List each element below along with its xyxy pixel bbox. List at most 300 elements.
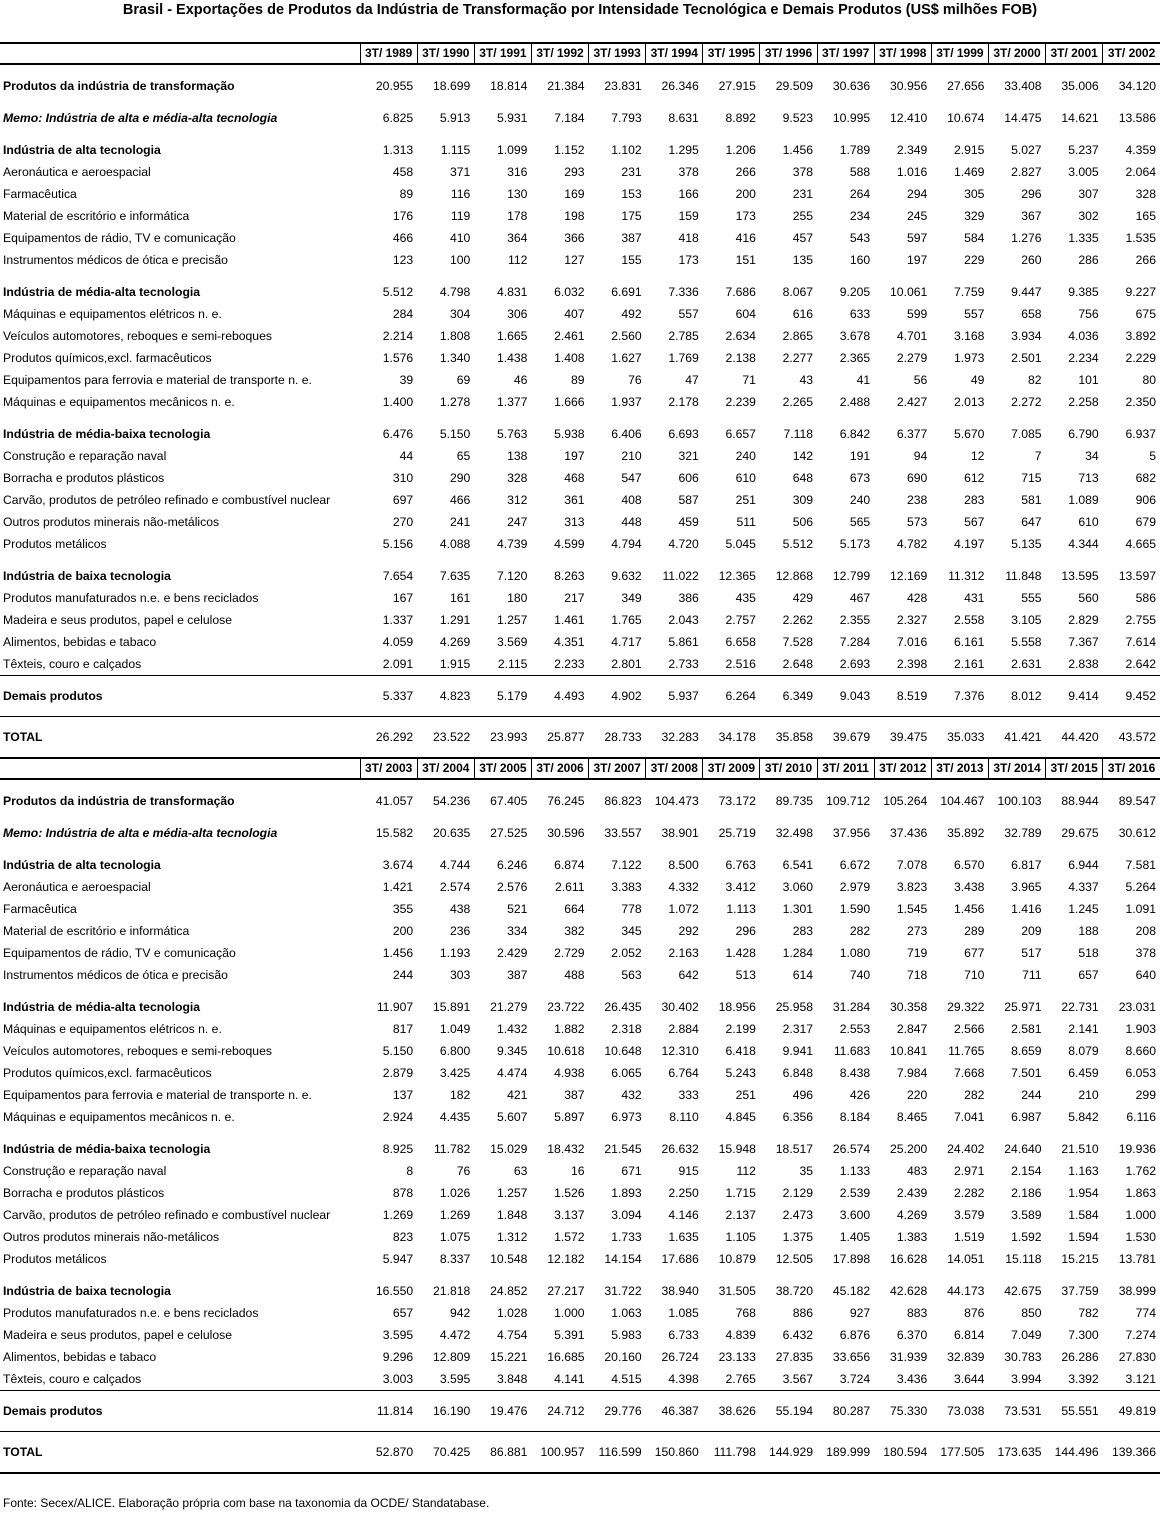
value-cell: 104.467	[940, 794, 985, 808]
value-cell: 1.075	[439, 1230, 471, 1244]
value-cell: 11.782	[433, 1142, 471, 1156]
value-cell: 10.618	[547, 1044, 585, 1058]
row-label: Memo: Indústria de alta e média-alta tecnologia	[3, 826, 278, 840]
value-cell: 612	[964, 471, 985, 485]
value-cell: 2.239	[725, 395, 756, 409]
value-cell: 778	[621, 902, 642, 916]
value-cell: 6.658	[725, 635, 756, 649]
value-cell: 189.999	[817, 1432, 874, 1474]
value-cell: 4.831	[496, 285, 528, 299]
value-cell: 3.994	[988, 1368, 1045, 1391]
value-cell: 5.512	[382, 285, 414, 299]
value-cell: 8.067	[782, 285, 814, 299]
value-cell: 9.414	[1046, 676, 1103, 717]
row-label: Máquinas e equipamentos mecânicos n. e.	[3, 1110, 235, 1124]
value-cell: 1.257	[496, 613, 528, 627]
value-cell: 26.574	[832, 1142, 871, 1156]
value-cell: 266	[735, 165, 756, 179]
value-cell: 2.488	[839, 395, 871, 409]
value-cell: 9.523	[782, 111, 814, 125]
value-cell: 26.292	[360, 717, 417, 759]
value-cell: 2.043	[668, 613, 699, 627]
value-cell: 119	[450, 209, 471, 223]
value-cell: 1.584	[1068, 1208, 1099, 1222]
row-label: TOTAL	[0, 1432, 360, 1474]
value-cell: 1.080	[839, 946, 871, 960]
value-cell: 238	[906, 493, 928, 507]
value-cell: 41.421	[988, 717, 1045, 759]
value-cell: 496	[792, 1088, 814, 1102]
value-cell: 6.246	[496, 858, 528, 872]
value-cell: 2.765	[703, 1368, 760, 1391]
value-cell: 2.924	[382, 1110, 414, 1124]
value-cell: 782	[1078, 1306, 1099, 1320]
value-cell: 2.693	[817, 653, 874, 676]
value-cell: 4.474	[496, 1066, 528, 1080]
value-cell: 7.984	[896, 1066, 928, 1080]
value-cell: 56	[913, 373, 928, 387]
value-cell: 4.493	[531, 676, 588, 717]
value-cell: 33.408	[1004, 79, 1042, 93]
value-cell: 80	[1142, 373, 1156, 387]
value-cell: 850	[1021, 1306, 1042, 1320]
value-cell: 130	[507, 187, 528, 201]
table-row	[0, 205, 1160, 227]
value-cell: 9.941	[782, 1044, 814, 1058]
value-cell: 220	[906, 1088, 928, 1102]
value-cell: 8.079	[1068, 1044, 1099, 1058]
column-header: 3T/ 1992	[531, 43, 588, 64]
table-row	[0, 822, 1160, 844]
value-cell: 67.405	[490, 794, 528, 808]
value-cell: 3.438	[953, 880, 985, 894]
value-cell: 3.848	[474, 1368, 531, 1391]
value-cell: 1.408	[554, 351, 585, 365]
column-header: 3T/ 2002	[1103, 43, 1160, 64]
value-cell: 418	[678, 231, 699, 245]
value-cell: 307	[1078, 187, 1099, 201]
value-cell: 8.465	[896, 1110, 928, 1124]
value-cell: 13.597	[1118, 569, 1156, 583]
value-cell: 1.284	[782, 946, 814, 960]
row-label: Farmacêutica	[3, 187, 77, 201]
value-cell: 2.611	[554, 880, 585, 894]
value-cell: 876	[964, 1306, 985, 1320]
value-cell: 1.469	[953, 165, 985, 179]
value-cell: 89	[399, 187, 414, 201]
value-cell: 5.983	[611, 1328, 642, 1342]
value-cell: 2.553	[839, 1022, 871, 1036]
value-cell: 7.614	[1125, 635, 1156, 649]
value-cell: 6.693	[668, 427, 699, 441]
value-cell: 39.679	[817, 717, 874, 759]
column-header: 3T/ 1990	[417, 43, 474, 64]
value-cell: 282	[964, 1088, 985, 1102]
value-cell: 46.387	[646, 1391, 703, 1432]
value-cell: 3.892	[1125, 329, 1156, 343]
value-cell: 4.515	[589, 1368, 646, 1391]
row-label: Borracha e produtos plásticos	[3, 1186, 165, 1200]
table-row	[0, 107, 1160, 129]
value-cell: 1.627	[611, 351, 642, 365]
value-cell: 15.891	[433, 1000, 471, 1014]
value-cell: 251	[735, 493, 756, 507]
table-row	[0, 854, 1160, 876]
value-cell: 197	[906, 253, 928, 267]
value-cell: 345	[621, 924, 642, 938]
value-cell: 109.712	[826, 794, 871, 808]
value-cell: 7.367	[1068, 635, 1099, 649]
value-cell: 2.214	[382, 329, 414, 343]
value-cell: 1.152	[554, 143, 585, 157]
value-cell: 176	[392, 209, 414, 223]
value-cell: 35.892	[947, 826, 985, 840]
value-cell: 6.987	[1011, 1110, 1042, 1124]
value-cell: 432	[621, 1088, 642, 1102]
value-cell: 2.884	[668, 1022, 699, 1036]
value-cell: 711	[1022, 968, 1042, 982]
row-label: Aeronáutica e aeroespacial	[3, 880, 151, 894]
value-cell: 75.330	[874, 1391, 931, 1432]
value-cell: 942	[449, 1306, 471, 1320]
value-cell: 7.654	[382, 569, 414, 583]
table-row	[0, 369, 1160, 391]
value-cell: 4.754	[496, 1328, 528, 1342]
value-cell: 15.029	[490, 1142, 528, 1156]
value-cell: 6.874	[554, 858, 585, 872]
value-cell: 255	[792, 209, 814, 223]
value-cell: 1.163	[1068, 1164, 1099, 1178]
value-cell: 38.940	[661, 1284, 699, 1298]
value-cell: 426	[849, 1088, 871, 1102]
value-cell: 111.798	[703, 1432, 760, 1474]
value-cell: 2.733	[646, 653, 703, 676]
row-label: Máquinas e equipamentos elétricos n. e.	[3, 307, 222, 321]
value-cell: 188	[1078, 924, 1099, 938]
value-cell: 3.137	[554, 1208, 585, 1222]
value-cell: 1.028	[496, 1306, 528, 1320]
value-cell: 30.402	[661, 1000, 699, 1014]
value-cell: 3.965	[1011, 880, 1042, 894]
value-cell: 31.284	[832, 1000, 871, 1014]
value-cell: 421	[507, 1088, 528, 1102]
value-cell: 1.789	[839, 143, 871, 157]
value-cell: 355	[392, 902, 414, 916]
value-cell: 4.197	[953, 537, 985, 551]
value-cell: 17.898	[832, 1252, 871, 1266]
value-cell: 27.656	[947, 79, 985, 93]
value-cell: 9.296	[382, 1350, 414, 1364]
column-header: 3T/ 1991	[474, 43, 531, 64]
value-cell: 25.877	[531, 717, 588, 759]
value-cell: 1.762	[1125, 1164, 1156, 1178]
value-cell: 18.517	[775, 1142, 814, 1156]
table-row	[0, 489, 1160, 511]
row-label: Instrumentos médicos de ótica e precisão	[3, 968, 228, 982]
value-cell: 5.861	[668, 635, 699, 649]
value-cell: 11.312	[948, 569, 985, 583]
value-cell: 2.838	[1046, 653, 1103, 676]
table-row	[0, 423, 1160, 445]
value-cell: 7.668	[953, 1066, 985, 1080]
row-label: Indústria de média-baixa tecnologia	[3, 1142, 211, 1156]
value-cell: 2.327	[896, 613, 928, 627]
value-cell: 768	[735, 1306, 756, 1320]
value-cell: 1.099	[496, 143, 528, 157]
value-cell: 7.184	[554, 111, 585, 125]
value-cell: 518	[1078, 946, 1099, 960]
value-cell: 24.402	[947, 1142, 985, 1156]
value-cell: 286	[1078, 253, 1099, 267]
table-row	[0, 1391, 1160, 1432]
value-cell: 82	[1028, 373, 1042, 387]
value-cell: 1.456	[382, 946, 414, 960]
value-cell: 4.665	[1125, 537, 1156, 551]
value-cell: 101	[1078, 373, 1099, 387]
value-cell: 7.376	[931, 676, 988, 717]
value-cell: 2.199	[725, 1022, 756, 1036]
row-label: Produtos químicos,excl. farmacêuticos	[3, 1066, 212, 1080]
value-cell: 20.635	[433, 826, 471, 840]
value-cell: 13.595	[1061, 569, 1099, 583]
value-cell: 458	[392, 165, 414, 179]
row-label: Indústria de alta tecnologia	[3, 858, 161, 872]
value-cell: 7.041	[953, 1110, 985, 1124]
value-cell: 4.036	[1068, 329, 1099, 343]
value-cell: 4.839	[725, 1328, 756, 1342]
value-cell: 610	[735, 471, 756, 485]
column-header: 3T/ 2003	[360, 758, 417, 779]
value-cell: 316	[507, 165, 528, 179]
value-cell: 100	[449, 253, 471, 267]
value-cell: 260	[1021, 253, 1042, 267]
value-cell: 284	[392, 307, 414, 321]
value-cell: 321	[678, 449, 699, 463]
value-cell: 12.868	[775, 569, 814, 583]
value-cell: 2.186	[1011, 1186, 1042, 1200]
value-cell: 11.683	[833, 1044, 871, 1058]
value-cell: 89	[571, 373, 585, 387]
value-cell: 2.915	[953, 143, 985, 157]
table-row	[0, 281, 1160, 303]
value-cell: 6.065	[611, 1066, 642, 1080]
value-cell: 1.848	[496, 1208, 528, 1222]
value-cell: 675	[1135, 307, 1156, 321]
value-cell: 30.358	[890, 1000, 928, 1014]
value-cell: 173	[735, 209, 756, 223]
value-cell: 1.049	[439, 1022, 471, 1036]
value-cell: 76.245	[547, 794, 585, 808]
value-cell: 5.931	[496, 111, 528, 125]
value-cell: 6.937	[1125, 427, 1156, 441]
value-cell: 11.907	[376, 1000, 414, 1014]
value-cell: 1.337	[382, 613, 414, 627]
value-cell: 182	[449, 1088, 471, 1102]
value-cell: 5.938	[554, 427, 585, 441]
value-cell: 4.720	[668, 537, 699, 551]
value-cell: 13.586	[1118, 111, 1156, 125]
value-cell: 9.345	[496, 1044, 528, 1058]
value-cell: 5.937	[646, 676, 703, 717]
table-row	[0, 942, 1160, 964]
value-cell: 2.558	[953, 613, 985, 627]
column-header: 3T/ 2011	[817, 758, 874, 779]
row-label: Produtos químicos,excl. farmacêuticos	[3, 351, 212, 365]
value-cell: 2.473	[782, 1208, 814, 1222]
value-cell: 3.569	[496, 635, 528, 649]
value-cell: 6.790	[1068, 427, 1099, 441]
value-cell: 312	[507, 493, 528, 507]
row-label: Têxteis, couro e calçados	[0, 653, 360, 676]
value-cell: 7.122	[611, 858, 642, 872]
value-cell: 7.635	[439, 569, 471, 583]
value-cell: 408	[621, 493, 642, 507]
value-cell: 718	[906, 968, 928, 982]
value-cell: 740	[849, 968, 871, 982]
value-cell: 2.154	[1011, 1164, 1042, 1178]
row-label: Material de escritório e informática	[3, 924, 190, 938]
value-cell: 1.375	[782, 1230, 814, 1244]
value-cell: 35.006	[1061, 79, 1099, 93]
value-cell: 31.505	[718, 1284, 756, 1298]
value-cell: 1.312	[496, 1230, 528, 1244]
value-cell: 37.436	[890, 826, 928, 840]
value-cell: 883	[906, 1306, 928, 1320]
value-cell: 8.263	[554, 569, 585, 583]
value-cell: 614	[792, 968, 814, 982]
row-label: Memo: Indústria de alta e média-alta tecnologia	[3, 111, 278, 125]
value-cell: 565	[849, 515, 871, 529]
value-cell: 178	[507, 209, 528, 223]
spacer-row	[0, 1128, 1160, 1138]
row-label: Madeira e seus produtos, papel e celulose	[3, 1328, 232, 1342]
row-label: Máquinas e equipamentos mecânicos n. e.	[3, 395, 235, 409]
spacer-row	[0, 844, 1160, 854]
value-cell: 567	[964, 515, 985, 529]
table-row	[0, 1040, 1160, 1062]
value-cell: 927	[849, 1306, 871, 1320]
value-cell: 76	[456, 1164, 471, 1178]
row-label: Máquinas e equipamentos elétricos n. e.	[3, 1022, 222, 1036]
value-cell: 8.110	[669, 1110, 699, 1124]
value-cell: 6.944	[1068, 858, 1099, 872]
value-cell: 1.291	[439, 613, 471, 627]
value-cell: 3.003	[360, 1368, 417, 1391]
value-cell: 1.526	[554, 1186, 585, 1200]
value-cell: 26.435	[604, 1000, 642, 1014]
value-cell: 2.272	[1011, 395, 1042, 409]
value-cell: 2.138	[725, 351, 756, 365]
column-header: 3T/ 2009	[703, 758, 760, 779]
value-cell: 21.545	[604, 1142, 642, 1156]
value-cell: 6.032	[554, 285, 585, 299]
table-row	[0, 1106, 1160, 1128]
value-cell: 1.765	[611, 613, 642, 627]
value-cell: 1.572	[554, 1230, 585, 1244]
value-cell: 2.091	[360, 653, 417, 676]
value-cell: 547	[621, 471, 642, 485]
row-label: Equipamentos para ferrovia e material de transporte n. e.	[3, 373, 312, 387]
spacer-row	[0, 271, 1160, 281]
value-cell: 6.377	[896, 427, 928, 441]
value-cell: 80.287	[817, 1391, 874, 1432]
value-cell: 2.847	[896, 1022, 928, 1036]
header-row	[0, 43, 1160, 64]
value-cell: 6.817	[1011, 858, 1042, 872]
value-cell: 517	[1021, 946, 1042, 960]
spacer-row	[0, 64, 1160, 75]
table-row	[0, 75, 1160, 97]
value-cell: 12.365	[718, 569, 756, 583]
value-cell: 1.456	[782, 143, 814, 157]
value-cell: 12.410	[890, 111, 928, 125]
value-cell: 173	[678, 253, 699, 267]
row-label: Indústria de alta tecnologia	[3, 143, 161, 157]
value-cell: 4.269	[439, 635, 471, 649]
value-cell: 2.013	[953, 395, 985, 409]
value-cell: 4.269	[896, 1208, 928, 1222]
value-cell: 1.193	[439, 946, 471, 960]
row-label: Produtos manufaturados n.e. e bens reciclados	[3, 1306, 259, 1320]
value-cell: 45.182	[832, 1284, 871, 1298]
value-cell: 457	[792, 231, 814, 245]
table-row	[0, 445, 1160, 467]
value-cell: 283	[964, 493, 985, 507]
table-row	[0, 391, 1160, 413]
value-cell: 677	[964, 946, 985, 960]
value-cell: 25.200	[890, 1142, 928, 1156]
value-cell: 387	[621, 231, 642, 245]
value-cell: 543	[849, 231, 871, 245]
row-label: Carvão, produtos de petróleo refinado e combustível nuclear	[3, 1208, 331, 1222]
row-label: Produtos manufaturados n.e. e bens reciclados	[3, 591, 259, 605]
value-cell: 1.335	[1068, 231, 1099, 245]
value-cell: 18.814	[490, 79, 528, 93]
value-cell: 2.317	[782, 1022, 814, 1036]
value-cell: 4.146	[668, 1208, 699, 1222]
value-cell: 24.852	[490, 1284, 528, 1298]
value-cell: 2.163	[668, 946, 699, 960]
value-cell: 14.621	[1061, 111, 1099, 125]
value-cell: 1.072	[668, 902, 699, 916]
table-row	[0, 1182, 1160, 1204]
value-cell: 30.636	[832, 79, 871, 93]
value-cell: 240	[735, 449, 756, 463]
value-cell: 6.432	[782, 1328, 814, 1342]
value-cell: 3.823	[896, 880, 928, 894]
value-cell: 823	[392, 1230, 414, 1244]
row-label: Construção e reparação naval	[3, 449, 167, 463]
value-cell: 9.043	[817, 676, 874, 717]
value-cell: 23.133	[718, 1350, 756, 1364]
value-cell: 6.691	[611, 285, 642, 299]
value-cell: 7.336	[668, 285, 699, 299]
value-cell: 1.576	[382, 351, 414, 365]
value-cell: 3.383	[611, 880, 642, 894]
value-cell: 610	[1078, 515, 1099, 529]
value-cell: 31.722	[604, 1284, 642, 1298]
value-cell: 5.264	[1125, 880, 1156, 894]
value-cell: 378	[678, 165, 699, 179]
value-cell: 21.818	[433, 1284, 471, 1298]
value-cell: 5.763	[496, 427, 528, 441]
value-cell: 1.000	[554, 1306, 585, 1320]
value-cell: 5.842	[1068, 1110, 1099, 1124]
value-cell: 5.156	[382, 537, 414, 551]
value-cell: 2.581	[1011, 1022, 1042, 1036]
value-cell: 328	[507, 471, 528, 485]
table-row	[0, 898, 1160, 920]
